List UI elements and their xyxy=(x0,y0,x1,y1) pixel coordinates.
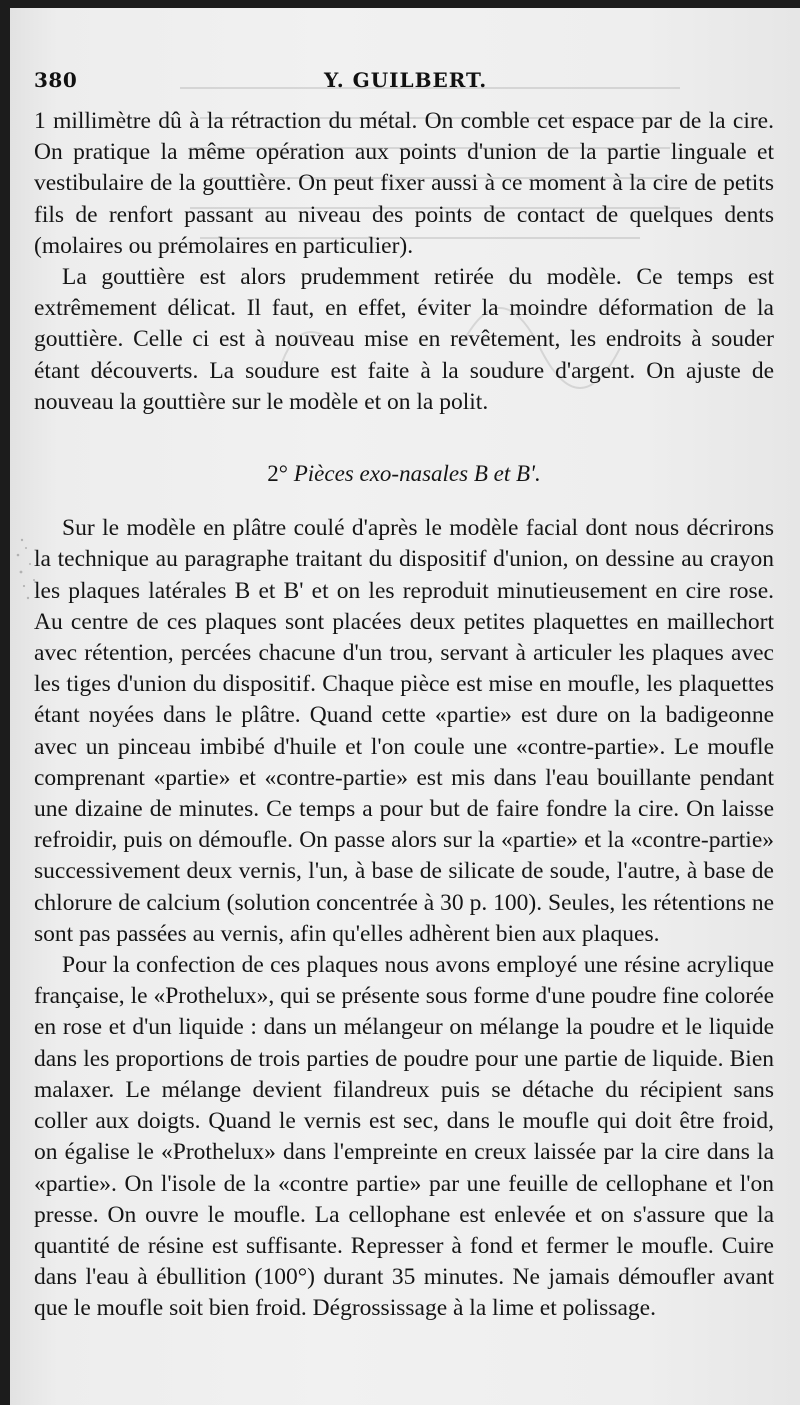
page-number: 380 xyxy=(34,68,78,92)
section-heading xyxy=(34,458,774,489)
page-header xyxy=(34,66,774,100)
paragraph-3: Sur le modèle en plâtre coulé d'après le modèle facial dont nous décrirons la technique au paragraphe traitant du dispositif d'union, on dessine au crayon les plaques latérales B et B' et on les reproduit minutieusement en cire rose. Au centre de ces plaques sont placées deux petites plaquettes en maillechort avec rétention, percées chacune d'un trou, servant à articuler les plaques avec les tiges d'union du dispositif. Chaque pièce est mise en moufle, les plaquettes étant noyées dans le plâtre. Quand cette «partie» est dure on la badigeonne avec un pinceau imbibé d'huile et l'on coule une «contre-partie». Le moufle comprenant «partie» et «contre-partie» est mis dans l'eau bouillante pendant une dizaine de minutes. Ce temps a pour but de faire fondre la cire. On laisse refroidir, puis on démoufle. On passe alors sur la «partie» et la «contre-partie» successivement deux vernis, l'un, à base de silicate de soude, l'autre, à base de chlorure de calcium (solution concentrée à 30 p. 100). Seules, les rétentions ne sont pas passées au vernis, afin qu'elles adhèrent bien aux plaques. xyxy=(34,515,774,947)
paragraph-4: Pour la confection de ces plaques nous avons employé une résine acrylique française, le «Prothelux», qui se présente sous forme d'une poudre fine colorée en rose et d'un liquide : dans un mélangeur on mélange la poudre et le liquide dans les proportions de trois parties de poudre pour une partie de liquide. Bien malaxer. Le mélange devient filandreux puis se détache du récipient sans coller aux doigts. Quand le vernis est sec, dans le moufle qui doit être froid, on égalise le «Prothelux» dans l'empreinte en creux laissée par la cire dans la «partie». On l'isole de la «contre partie» par une feuille de cellophane et l'on presse. On ouvre le moufle. La cellophane est enlevée et on s'assure que la quantité de résine est suffisante. Represser à fond et fermer le moufle. Cuire dans l'eau à ébullition (100°) durant 35 minutes. Ne jamais démoufler avant que le moufle soit bien froid. Dégrossissage à la lime et polissage. xyxy=(34,952,774,1322)
section-title: Pièces exo-nasales B et B'. xyxy=(293,461,541,487)
paragraph-1: 1 millimètre dû à la rétraction du métal. On comble cet espace par de la cire. On pratique la même opération aux points d'union de la partie linguale et vestibulaire de la gouttière. On peut fixer aussi à ce moment à la cire de petits fils de renfort passant au niveau des points de contact de quelques dents (molaires ou prémolaires en particulier). xyxy=(34,108,774,259)
running-head: Y. GUILBERT. xyxy=(324,68,488,92)
paragraph-2: La gouttière est alors prudemment retirée du modèle. Ce temps est extrêmement délicat. Il faut, en effet, éviter la moindre déformation de la gouttière. Celle ci est à nouveau mise en revêtement, les endroits à souder étant découverts. La soudure est faite à la soudure d'argent. On ajuste de nouveau la gouttière sur le modèle et on la polit. xyxy=(34,264,774,415)
book-page xyxy=(10,8,800,1405)
section-number: 2° xyxy=(267,461,288,487)
body-text xyxy=(34,106,774,1325)
